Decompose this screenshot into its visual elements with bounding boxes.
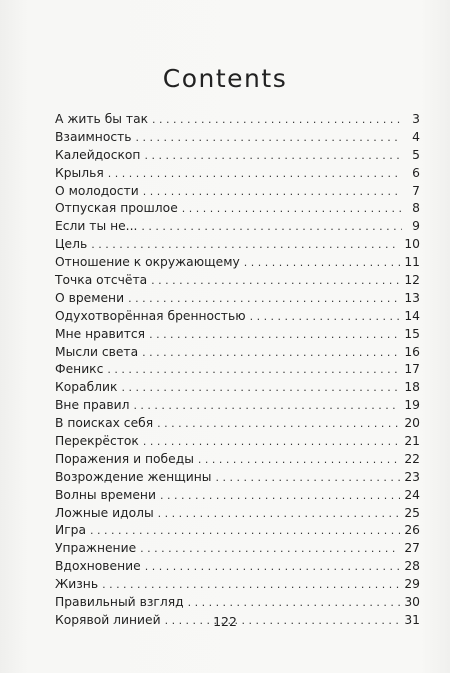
toc-entry-page: 12 bbox=[404, 273, 420, 288]
toc-entry bbox=[55, 522, 420, 540]
toc-entry bbox=[55, 290, 420, 308]
toc-entry bbox=[55, 361, 420, 379]
toc-entry-page: 31 bbox=[404, 612, 420, 627]
dot-leader bbox=[160, 487, 400, 505]
toc-entry-title: Поражения и победы bbox=[55, 451, 194, 466]
toc-entry-page: 27 bbox=[404, 541, 420, 556]
toc-entry-title: В поисках себя bbox=[55, 416, 154, 431]
toc-entry-page: 4 bbox=[412, 129, 420, 144]
dot-leader bbox=[121, 379, 400, 397]
toc-entry-page: 23 bbox=[404, 469, 420, 484]
toc-entry-page: 16 bbox=[404, 344, 420, 359]
toc-entry bbox=[55, 505, 420, 523]
toc-entry-title: Кораблик bbox=[55, 380, 118, 395]
dot-leader bbox=[142, 344, 400, 362]
toc-entry bbox=[55, 254, 420, 272]
toc-entry-page: 10 bbox=[404, 237, 420, 252]
toc-entry-title: Правильный взгляд bbox=[55, 595, 184, 610]
toc-entry-title: Цель bbox=[55, 237, 88, 252]
toc-entry-title: О молодости bbox=[55, 183, 139, 198]
toc-entry-page: 24 bbox=[404, 487, 420, 502]
toc-entry-page: 18 bbox=[404, 380, 420, 395]
toc-entry-page: 11 bbox=[404, 255, 420, 270]
toc-entry-page: 8 bbox=[412, 201, 420, 216]
dot-leader bbox=[91, 236, 400, 254]
toc-entry-title: Отпуская прошлое bbox=[55, 201, 178, 216]
dot-leader bbox=[182, 200, 402, 218]
dot-leader bbox=[149, 326, 400, 344]
toc-entry-page: 29 bbox=[404, 577, 420, 592]
toc-entry-title: А жить бы так bbox=[55, 112, 149, 126]
toc-entry-page: 9 bbox=[412, 219, 420, 234]
toc-entry-page: 15 bbox=[404, 326, 420, 341]
dot-leader bbox=[198, 451, 400, 469]
toc-entry-title: Крылья bbox=[55, 165, 104, 180]
toc-entry-page: 22 bbox=[404, 451, 420, 466]
dot-leader bbox=[144, 147, 402, 165]
contents-heading: Contents bbox=[162, 64, 288, 93]
toc-entry bbox=[55, 308, 420, 326]
toc-entry bbox=[55, 487, 420, 505]
toc-entry bbox=[55, 272, 420, 290]
dot-leader bbox=[128, 290, 400, 308]
toc-entry bbox=[55, 397, 420, 415]
toc-entry bbox=[55, 218, 420, 236]
table-of-contents bbox=[55, 111, 420, 630]
toc-entry-page: 20 bbox=[404, 416, 420, 431]
toc-entry-page: 25 bbox=[404, 505, 420, 520]
dot-leader bbox=[143, 183, 402, 201]
toc-entry-title: Возрождение женщины bbox=[55, 469, 212, 484]
toc-entry bbox=[55, 326, 420, 344]
toc-entry-page: 17 bbox=[404, 362, 420, 377]
page-number: 122 bbox=[213, 614, 237, 629]
dot-leader bbox=[107, 361, 400, 379]
toc-entry-title: Вне правил bbox=[55, 398, 130, 413]
toc-entry bbox=[55, 594, 420, 612]
toc-entry bbox=[55, 147, 420, 165]
dot-leader bbox=[216, 469, 401, 487]
toc-entry bbox=[55, 576, 420, 594]
dot-leader bbox=[90, 522, 400, 540]
toc-entry bbox=[55, 111, 420, 129]
toc-entry-title: Одухотворённая бренностью bbox=[55, 308, 246, 323]
toc-entry-page: 7 bbox=[412, 183, 420, 198]
toc-entry bbox=[55, 415, 420, 433]
toc-entry bbox=[55, 236, 420, 254]
dot-leader bbox=[133, 397, 400, 415]
toc-entry-page: 3 bbox=[412, 112, 420, 126]
dot-leader bbox=[250, 308, 401, 326]
toc-entry-title: Феникс bbox=[55, 362, 104, 377]
dot-leader bbox=[140, 540, 400, 558]
toc-entry-page: 26 bbox=[404, 523, 420, 538]
toc-entry-title: Если ты не... bbox=[55, 219, 138, 234]
toc-entry-title: Мысли света bbox=[55, 344, 139, 359]
dot-leader bbox=[141, 218, 402, 236]
toc-entry-title: Точка отсчёта bbox=[55, 273, 148, 288]
toc-entry-page: 19 bbox=[404, 398, 420, 413]
dot-leader bbox=[108, 165, 402, 183]
dot-leader bbox=[158, 505, 401, 523]
toc-entry-title: Отношение к окружающему bbox=[55, 255, 240, 270]
toc-entry-page: 5 bbox=[412, 147, 420, 162]
dot-leader bbox=[136, 129, 402, 147]
toc-entry bbox=[55, 200, 420, 218]
toc-entry-title: О времени bbox=[55, 290, 125, 305]
toc-entry bbox=[55, 165, 420, 183]
toc-entry-title: Вдохновение bbox=[55, 559, 141, 574]
toc-entry-title: Волны времени bbox=[55, 487, 156, 502]
toc-entry-title: Корявой линией bbox=[55, 612, 161, 627]
dot-leader bbox=[244, 254, 401, 272]
toc-entry-title: Жизнь bbox=[55, 577, 99, 592]
toc-entry-page: 28 bbox=[404, 559, 420, 574]
toc-entry bbox=[55, 344, 420, 362]
dot-leader bbox=[188, 594, 401, 612]
toc-entry-page: 6 bbox=[412, 165, 420, 180]
dot-leader bbox=[157, 415, 400, 433]
toc-entry bbox=[55, 540, 420, 558]
toc-entry-page: 13 bbox=[404, 290, 420, 305]
toc-entry bbox=[55, 558, 420, 576]
dot-leader bbox=[152, 111, 402, 129]
toc-entry bbox=[55, 469, 420, 487]
dot-leader bbox=[145, 558, 401, 576]
toc-entry bbox=[55, 129, 420, 147]
toc-entry bbox=[55, 451, 420, 469]
toc-entry-title: Мне нравится bbox=[55, 326, 146, 341]
toc-entry-page: 30 bbox=[404, 595, 420, 610]
toc-entry bbox=[55, 433, 420, 451]
dot-leader bbox=[151, 272, 400, 290]
toc-entry-title: Упражнение bbox=[55, 541, 137, 556]
dot-leader bbox=[143, 433, 400, 451]
toc-entry-page: 21 bbox=[404, 434, 420, 449]
toc-entry-page: 14 bbox=[404, 308, 420, 323]
dot-leader bbox=[102, 576, 400, 594]
toc-entry bbox=[55, 379, 420, 397]
toc-entry-title: Калейдоскоп bbox=[55, 147, 141, 162]
toc-entry-title: Взаимность bbox=[55, 129, 132, 144]
toc-entry-title: Ложные идолы bbox=[55, 505, 154, 520]
toc-entry-title: Игра bbox=[55, 523, 87, 538]
toc-entry-title: Перекрёсток bbox=[55, 434, 139, 449]
toc-entry bbox=[55, 183, 420, 201]
